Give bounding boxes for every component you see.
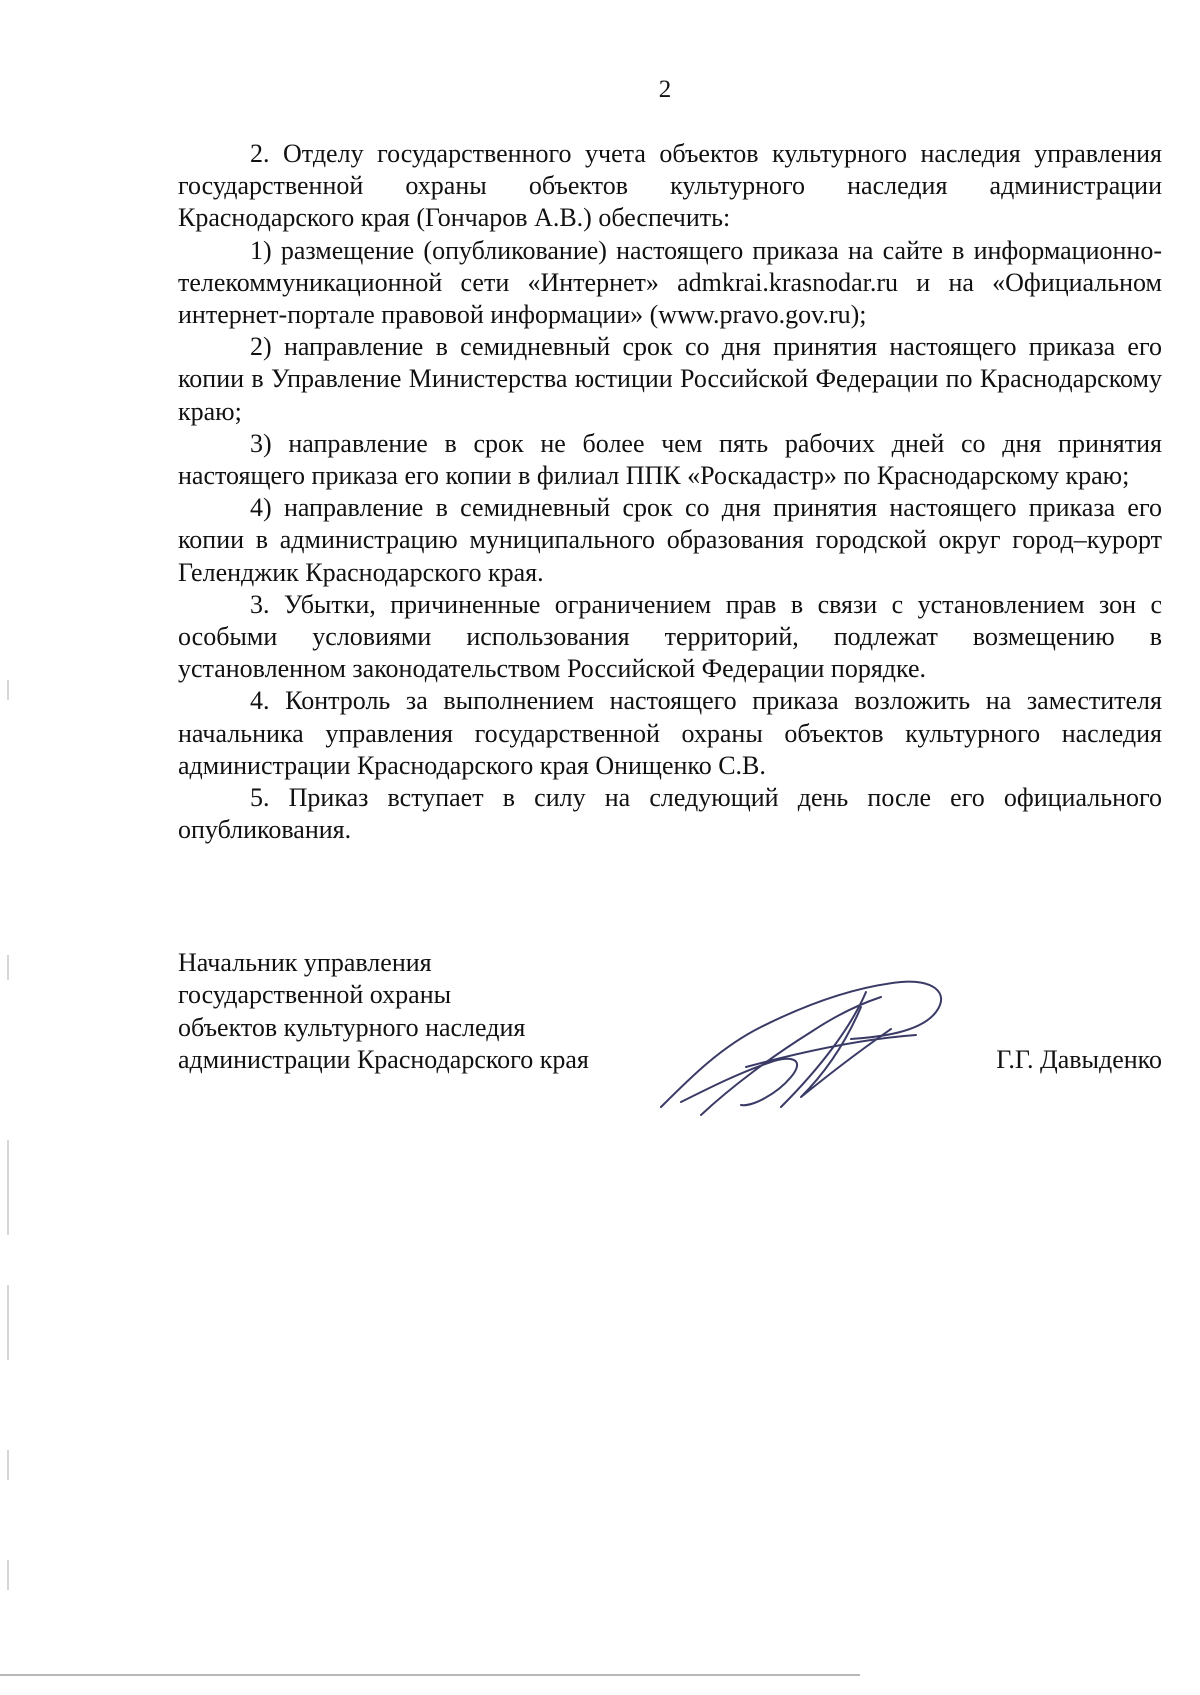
paragraph-section-3: 3. Убытки, причиненные ограничением прав в связи с установлением зон с особыми условиями использования территорий, подлежат возмещению в установленном законодательством Российской Федерации порядке. <box>178 589 1162 684</box>
signatory-title <box>178 947 589 1076</box>
page-number: 2 <box>658 76 672 103</box>
signature-block <box>178 947 1162 1117</box>
handwritten-signature-icon <box>651 967 961 1117</box>
paragraph-section-5: 5. Приказ вступает в силу на следующий день после его официального опубликования. <box>178 783 1162 845</box>
paragraph-item-3: 3) направление в срок не более чем пять рабочих дней со дня принятия настоящего приказа его копии в филиал ППК «Роскадастр» по Краснодарскому краю; <box>178 428 1162 491</box>
paragraph-item-2: 2) направление в семидневный срок со дня принятия настоящего приказа его копии в Управление Министерства юстиции Российской Федерации по Краснодарскому краю; <box>178 332 1162 426</box>
scan-bottom-edge <box>0 1674 860 1676</box>
signatory-title-line: объектов культурного наследия <box>178 1012 526 1042</box>
paragraph-item-4: 4) направление в семидневный срок со дня принятия настоящего приказа его копии в администрацию муниципального образования городской округ город–курорт Геленджик Краснодарского края. <box>178 493 1162 587</box>
signatory-title-line: государственной охраны <box>178 980 452 1010</box>
paragraph-item-1: 1) размещение (опубликование) настоящего приказа на сайте в информационно-телекоммуникационной сети «Интернет» admkrai.krasnodar.ru и на «Официальном интернет-портале правовой информации» (www.pravo.gov.ru); <box>178 235 1162 330</box>
paragraph-section-4: 4. Контроль за выполнением настоящего приказа возложить на заместителя начальника управления государственной охраны объектов культурного наследия администрации Краснодарского края Онищенко С.В. <box>178 686 1162 780</box>
signatory-title-line: Начальник управления <box>178 948 432 977</box>
signatory-name: Г.Г. Давыденко <box>996 1045 1162 1074</box>
signatory-title-line: администрации Краснодарского края <box>178 1044 589 1074</box>
paragraph-section-2: 2. Отделу государственного учета объектов культурного наследия управления государственной охраны объектов культурного наследия администрации Краснодарского края (Гончаров А.В.) обеспечить: <box>178 139 1162 233</box>
scan-margin-marks <box>0 0 20 1695</box>
document-body <box>178 138 1162 846</box>
